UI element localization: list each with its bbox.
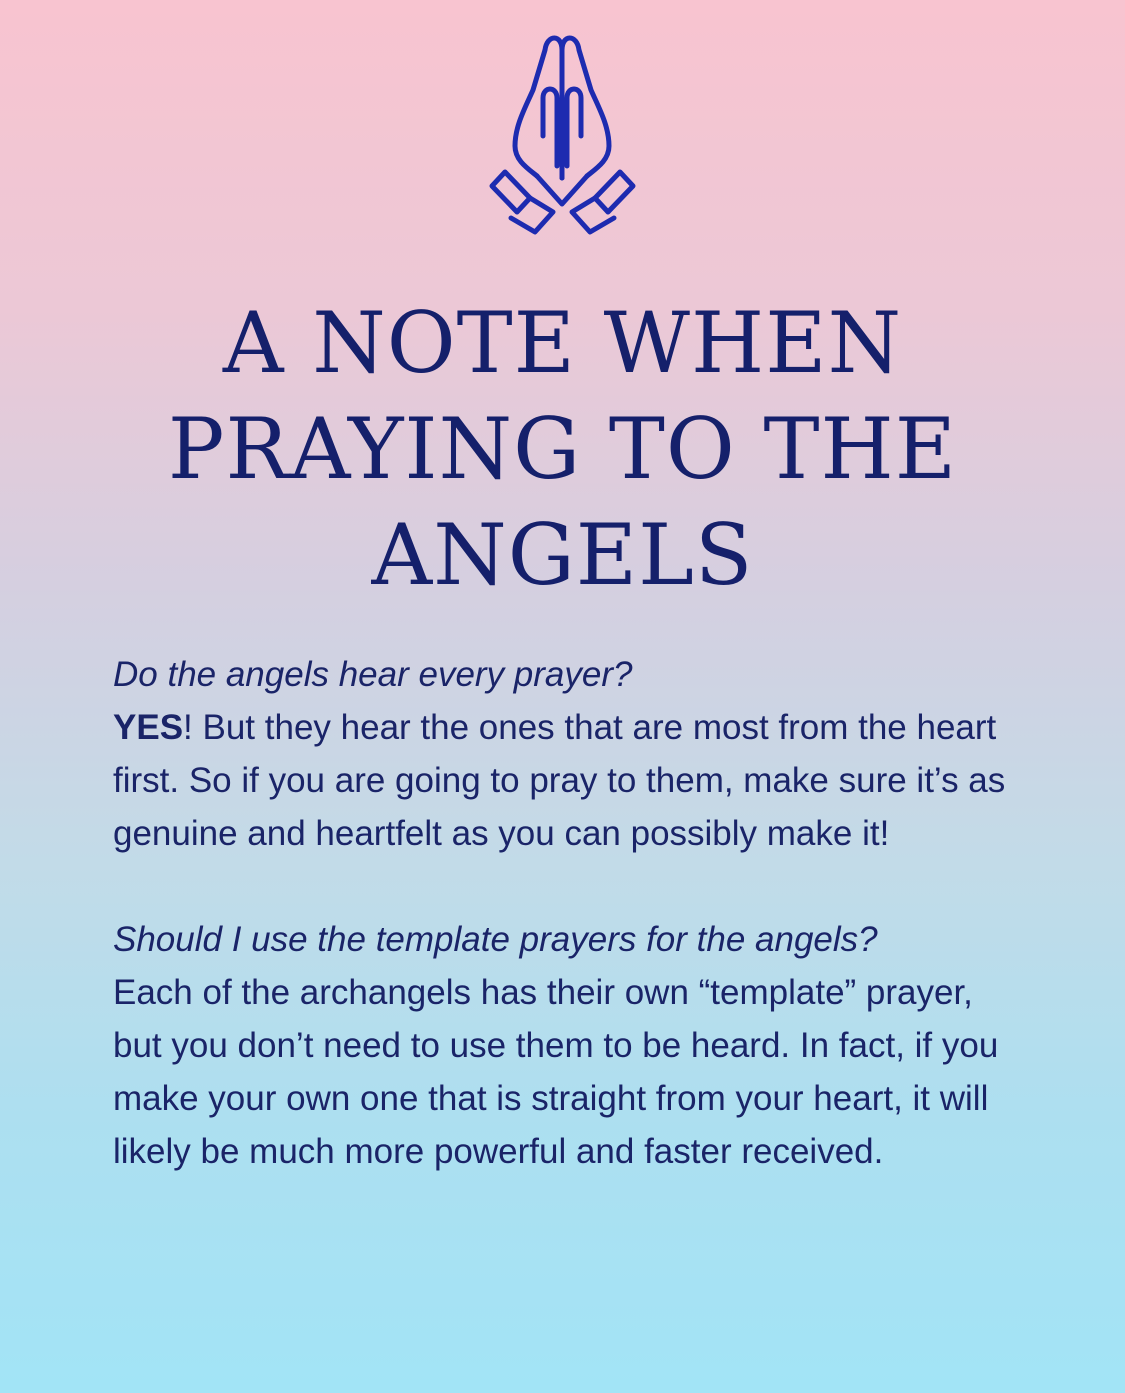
title-line-3: ANGELS [371, 506, 754, 604]
title-line-1: A NOTE WHEN [222, 294, 903, 392]
page-title [0, 290, 1125, 608]
faq-question-2: Should I use the template prayers for the angels? [113, 920, 878, 959]
note-body [113, 648, 1013, 1178]
faq-answer-1 [113, 701, 1013, 860]
faq-section-2 [113, 913, 1013, 1178]
faq-section-1 [113, 648, 1013, 860]
faq-answer-2: Each of the archangels has their own “template” prayer, but you don’t need to use them to be heard. In fact, if you make your own one that is straight from your heart, it will likely be much more powerful and faster received. [113, 973, 999, 1171]
answer-yes-emphasis: YES [113, 708, 184, 747]
faq-answer-1-text: ! But they hear the ones that are most from the heart first. So if you are going to pray to them, make sure it’s as genuine and heartfelt as you can possibly make it! [113, 708, 1006, 853]
title-line-2: PRAYING TO THE [167, 400, 958, 498]
faq-question-1: Do the angels hear every prayer? [113, 655, 633, 694]
praying-hands-icon [475, 28, 650, 243]
